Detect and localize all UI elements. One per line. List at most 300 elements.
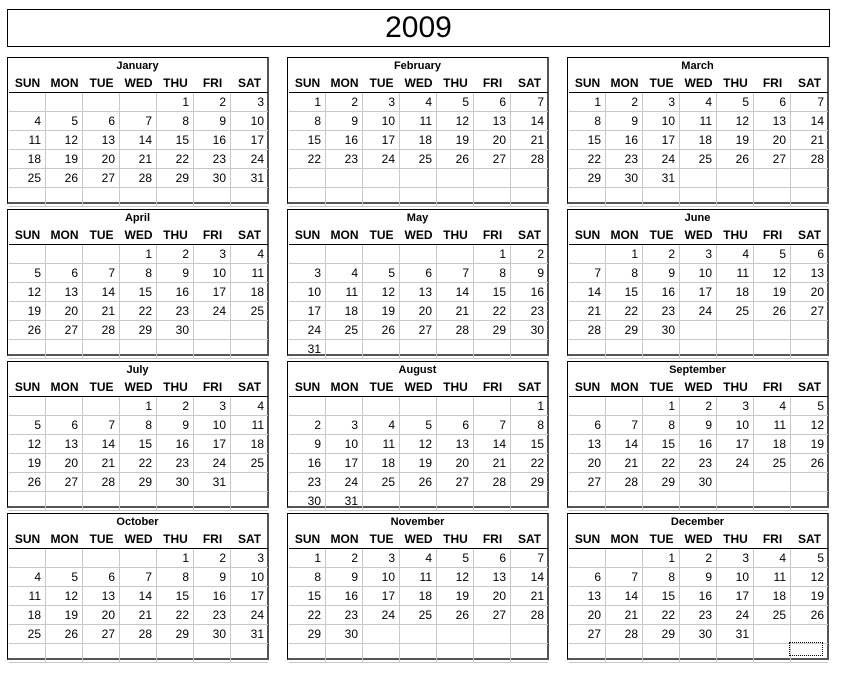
day-cell[interactable]: 1 bbox=[289, 93, 326, 112]
day-cell[interactable]: 20 bbox=[791, 283, 828, 302]
empty-cell[interactable] bbox=[437, 169, 474, 188]
empty-cell[interactable] bbox=[363, 625, 400, 644]
day-cell[interactable]: 25 bbox=[9, 169, 46, 188]
day-cell[interactable]: 4 bbox=[717, 245, 754, 264]
day-cell[interactable]: 25 bbox=[9, 625, 46, 644]
day-cell[interactable]: 28 bbox=[83, 473, 120, 492]
day-cell[interactable]: 18 bbox=[231, 435, 268, 454]
day-cell[interactable]: 15 bbox=[474, 283, 511, 302]
day-cell[interactable]: 25 bbox=[400, 150, 437, 169]
day-cell[interactable]: 21 bbox=[791, 131, 828, 150]
empty-cell[interactable] bbox=[231, 492, 268, 511]
day-cell[interactable]: 14 bbox=[606, 435, 643, 454]
day-cell[interactable]: 12 bbox=[791, 568, 828, 587]
day-cell[interactable]: 6 bbox=[400, 264, 437, 283]
day-cell[interactable]: 29 bbox=[120, 321, 157, 340]
empty-cell[interactable] bbox=[120, 93, 157, 112]
day-cell[interactable]: 21 bbox=[606, 454, 643, 473]
day-cell[interactable]: 7 bbox=[83, 416, 120, 435]
day-cell[interactable]: 7 bbox=[120, 568, 157, 587]
day-cell[interactable]: 3 bbox=[194, 245, 231, 264]
empty-cell[interactable] bbox=[83, 340, 120, 359]
day-cell[interactable]: 13 bbox=[46, 435, 83, 454]
day-cell[interactable]: 21 bbox=[437, 302, 474, 321]
day-cell[interactable]: 10 bbox=[231, 112, 268, 131]
day-cell[interactable]: 24 bbox=[231, 606, 268, 625]
empty-cell[interactable] bbox=[437, 397, 474, 416]
day-cell[interactable]: 23 bbox=[680, 606, 717, 625]
day-cell[interactable]: 12 bbox=[400, 435, 437, 454]
day-cell[interactable]: 6 bbox=[83, 112, 120, 131]
day-cell[interactable]: 6 bbox=[46, 416, 83, 435]
day-cell[interactable]: 8 bbox=[511, 416, 548, 435]
day-cell[interactable]: 13 bbox=[474, 112, 511, 131]
day-cell[interactable]: 4 bbox=[400, 93, 437, 112]
empty-cell[interactable] bbox=[289, 188, 326, 207]
day-cell[interactable]: 26 bbox=[9, 321, 46, 340]
day-cell[interactable]: 12 bbox=[791, 416, 828, 435]
day-cell[interactable]: 11 bbox=[231, 416, 268, 435]
day-cell[interactable]: 27 bbox=[46, 321, 83, 340]
day-cell[interactable]: 9 bbox=[680, 568, 717, 587]
empty-cell[interactable] bbox=[194, 340, 231, 359]
day-cell[interactable]: 12 bbox=[754, 264, 791, 283]
day-cell[interactable]: 18 bbox=[400, 131, 437, 150]
empty-cell[interactable] bbox=[791, 473, 828, 492]
empty-cell[interactable] bbox=[717, 321, 754, 340]
day-cell[interactable]: 1 bbox=[120, 245, 157, 264]
day-cell[interactable]: 15 bbox=[120, 283, 157, 302]
empty-cell[interactable] bbox=[754, 625, 791, 644]
empty-cell[interactable] bbox=[474, 188, 511, 207]
day-cell[interactable]: 24 bbox=[643, 150, 680, 169]
empty-cell[interactable] bbox=[400, 644, 437, 663]
day-cell[interactable]: 19 bbox=[9, 454, 46, 473]
day-cell[interactable]: 8 bbox=[606, 264, 643, 283]
empty-cell[interactable] bbox=[46, 188, 83, 207]
day-cell[interactable]: 8 bbox=[474, 264, 511, 283]
day-cell[interactable]: 15 bbox=[511, 435, 548, 454]
day-cell[interactable]: 16 bbox=[194, 587, 231, 606]
day-cell[interactable]: 7 bbox=[606, 568, 643, 587]
day-cell[interactable]: 28 bbox=[606, 625, 643, 644]
empty-cell[interactable] bbox=[9, 492, 46, 511]
day-cell[interactable]: 9 bbox=[680, 416, 717, 435]
day-cell[interactable]: 3 bbox=[231, 549, 268, 568]
day-cell[interactable]: 8 bbox=[157, 568, 194, 587]
day-cell[interactable]: 28 bbox=[120, 169, 157, 188]
empty-cell[interactable] bbox=[643, 188, 680, 207]
day-cell[interactable]: 8 bbox=[120, 416, 157, 435]
empty-cell[interactable] bbox=[791, 321, 828, 340]
day-cell[interactable]: 9 bbox=[511, 264, 548, 283]
empty-cell[interactable] bbox=[437, 492, 474, 511]
empty-cell[interactable] bbox=[326, 188, 363, 207]
day-cell[interactable]: 25 bbox=[754, 454, 791, 473]
day-cell[interactable]: 16 bbox=[289, 454, 326, 473]
day-cell[interactable]: 11 bbox=[9, 587, 46, 606]
day-cell[interactable]: 2 bbox=[680, 397, 717, 416]
day-cell[interactable]: 21 bbox=[83, 302, 120, 321]
day-cell[interactable]: 12 bbox=[363, 283, 400, 302]
day-cell[interactable]: 6 bbox=[791, 245, 828, 264]
day-cell[interactable]: 12 bbox=[717, 112, 754, 131]
day-cell[interactable]: 14 bbox=[511, 568, 548, 587]
day-cell[interactable]: 31 bbox=[326, 492, 363, 511]
day-cell[interactable]: 24 bbox=[680, 302, 717, 321]
empty-cell[interactable] bbox=[606, 549, 643, 568]
empty-cell[interactable] bbox=[754, 492, 791, 511]
day-cell[interactable]: 23 bbox=[194, 606, 231, 625]
day-cell[interactable]: 16 bbox=[643, 283, 680, 302]
empty-cell[interactable] bbox=[9, 549, 46, 568]
day-cell[interactable]: 22 bbox=[157, 606, 194, 625]
day-cell[interactable]: 23 bbox=[606, 150, 643, 169]
day-cell[interactable]: 20 bbox=[569, 606, 606, 625]
empty-cell[interactable] bbox=[326, 169, 363, 188]
day-cell[interactable]: 1 bbox=[289, 549, 326, 568]
day-cell[interactable]: 30 bbox=[194, 625, 231, 644]
day-cell[interactable]: 8 bbox=[289, 112, 326, 131]
day-cell[interactable]: 24 bbox=[363, 606, 400, 625]
day-cell[interactable]: 13 bbox=[754, 112, 791, 131]
day-cell[interactable]: 19 bbox=[754, 283, 791, 302]
day-cell[interactable]: 30 bbox=[157, 321, 194, 340]
day-cell[interactable]: 18 bbox=[717, 283, 754, 302]
empty-cell[interactable] bbox=[46, 245, 83, 264]
day-cell[interactable]: 10 bbox=[363, 112, 400, 131]
day-cell[interactable]: 31 bbox=[231, 625, 268, 644]
day-cell[interactable]: 13 bbox=[83, 131, 120, 150]
empty-cell[interactable] bbox=[606, 340, 643, 359]
day-cell[interactable]: 12 bbox=[46, 131, 83, 150]
day-cell[interactable]: 24 bbox=[717, 454, 754, 473]
day-cell[interactable]: 13 bbox=[791, 264, 828, 283]
day-cell[interactable]: 21 bbox=[474, 454, 511, 473]
day-cell[interactable]: 8 bbox=[289, 568, 326, 587]
day-cell[interactable]: 25 bbox=[754, 606, 791, 625]
day-cell[interactable]: 8 bbox=[157, 112, 194, 131]
day-cell[interactable]: 26 bbox=[46, 169, 83, 188]
day-cell[interactable]: 9 bbox=[289, 435, 326, 454]
day-cell[interactable]: 11 bbox=[231, 264, 268, 283]
day-cell[interactable]: 15 bbox=[569, 131, 606, 150]
day-cell[interactable]: 7 bbox=[120, 112, 157, 131]
day-cell[interactable]: 29 bbox=[643, 625, 680, 644]
day-cell[interactable]: 3 bbox=[231, 93, 268, 112]
empty-cell[interactable] bbox=[474, 644, 511, 663]
day-cell[interactable]: 21 bbox=[511, 587, 548, 606]
empty-cell[interactable] bbox=[363, 340, 400, 359]
empty-cell[interactable] bbox=[511, 169, 548, 188]
day-cell[interactable]: 16 bbox=[680, 587, 717, 606]
empty-cell[interactable] bbox=[754, 473, 791, 492]
day-cell[interactable]: 17 bbox=[289, 302, 326, 321]
day-cell[interactable]: 7 bbox=[511, 549, 548, 568]
day-cell[interactable]: 5 bbox=[46, 112, 83, 131]
day-cell[interactable]: 22 bbox=[289, 606, 326, 625]
day-cell[interactable]: 22 bbox=[474, 302, 511, 321]
day-cell[interactable]: 27 bbox=[437, 473, 474, 492]
empty-cell[interactable] bbox=[83, 549, 120, 568]
empty-cell[interactable] bbox=[400, 188, 437, 207]
empty-cell[interactable] bbox=[83, 188, 120, 207]
day-cell[interactable]: 6 bbox=[83, 568, 120, 587]
empty-cell[interactable] bbox=[717, 169, 754, 188]
day-cell[interactable]: 4 bbox=[363, 416, 400, 435]
empty-cell[interactable] bbox=[120, 492, 157, 511]
empty-cell[interactable] bbox=[231, 644, 268, 663]
empty-cell[interactable] bbox=[791, 492, 828, 511]
day-cell[interactable]: 10 bbox=[717, 416, 754, 435]
day-cell[interactable]: 26 bbox=[46, 625, 83, 644]
day-cell[interactable]: 9 bbox=[606, 112, 643, 131]
day-cell[interactable]: 22 bbox=[120, 302, 157, 321]
day-cell[interactable]: 22 bbox=[643, 454, 680, 473]
empty-cell[interactable] bbox=[9, 340, 46, 359]
day-cell[interactable]: 1 bbox=[643, 397, 680, 416]
day-cell[interactable]: 22 bbox=[511, 454, 548, 473]
empty-cell[interactable] bbox=[511, 340, 548, 359]
day-cell[interactable]: 14 bbox=[569, 283, 606, 302]
day-cell[interactable]: 5 bbox=[9, 264, 46, 283]
empty-cell[interactable] bbox=[680, 169, 717, 188]
empty-cell[interactable] bbox=[400, 625, 437, 644]
empty-cell[interactable] bbox=[717, 644, 754, 663]
day-cell[interactable]: 5 bbox=[791, 549, 828, 568]
day-cell[interactable]: 2 bbox=[157, 397, 194, 416]
day-cell[interactable]: 25 bbox=[363, 473, 400, 492]
day-cell[interactable]: 2 bbox=[643, 245, 680, 264]
day-cell[interactable]: 21 bbox=[511, 131, 548, 150]
day-cell[interactable]: 20 bbox=[46, 454, 83, 473]
day-cell[interactable]: 18 bbox=[9, 150, 46, 169]
empty-cell[interactable] bbox=[231, 473, 268, 492]
day-cell[interactable]: 28 bbox=[606, 473, 643, 492]
day-cell[interactable]: 24 bbox=[363, 150, 400, 169]
day-cell[interactable]: 23 bbox=[157, 302, 194, 321]
day-cell[interactable]: 5 bbox=[46, 568, 83, 587]
day-cell[interactable]: 30 bbox=[680, 473, 717, 492]
empty-cell[interactable] bbox=[46, 340, 83, 359]
empty-cell[interactable] bbox=[46, 549, 83, 568]
day-cell[interactable]: 31 bbox=[289, 340, 326, 359]
day-cell[interactable]: 2 bbox=[157, 245, 194, 264]
empty-cell[interactable] bbox=[363, 245, 400, 264]
empty-cell[interactable] bbox=[157, 492, 194, 511]
empty-cell[interactable] bbox=[511, 188, 548, 207]
day-cell[interactable]: 21 bbox=[120, 150, 157, 169]
empty-cell[interactable] bbox=[437, 188, 474, 207]
day-cell[interactable]: 17 bbox=[231, 587, 268, 606]
day-cell[interactable]: 29 bbox=[157, 169, 194, 188]
empty-cell[interactable] bbox=[569, 549, 606, 568]
day-cell[interactable]: 7 bbox=[569, 264, 606, 283]
day-cell[interactable]: 10 bbox=[643, 112, 680, 131]
selected-cell-outline[interactable] bbox=[789, 642, 823, 656]
empty-cell[interactable] bbox=[569, 340, 606, 359]
empty-cell[interactable] bbox=[569, 397, 606, 416]
day-cell[interactable]: 6 bbox=[437, 416, 474, 435]
day-cell[interactable]: 30 bbox=[289, 492, 326, 511]
day-cell[interactable]: 1 bbox=[120, 397, 157, 416]
day-cell[interactable]: 6 bbox=[569, 416, 606, 435]
day-cell[interactable]: 10 bbox=[680, 264, 717, 283]
day-cell[interactable]: 11 bbox=[754, 416, 791, 435]
day-cell[interactable]: 23 bbox=[157, 454, 194, 473]
day-cell[interactable]: 3 bbox=[717, 549, 754, 568]
day-cell[interactable]: 2 bbox=[326, 93, 363, 112]
empty-cell[interactable] bbox=[474, 397, 511, 416]
empty-cell[interactable] bbox=[754, 188, 791, 207]
day-cell[interactable]: 2 bbox=[289, 416, 326, 435]
empty-cell[interactable] bbox=[326, 245, 363, 264]
day-cell[interactable]: 3 bbox=[680, 245, 717, 264]
day-cell[interactable]: 15 bbox=[120, 435, 157, 454]
day-cell[interactable]: 7 bbox=[474, 416, 511, 435]
day-cell[interactable]: 3 bbox=[717, 397, 754, 416]
day-cell[interactable]: 6 bbox=[569, 568, 606, 587]
empty-cell[interactable] bbox=[754, 340, 791, 359]
day-cell[interactable]: 14 bbox=[474, 435, 511, 454]
day-cell[interactable]: 11 bbox=[363, 435, 400, 454]
empty-cell[interactable] bbox=[157, 340, 194, 359]
empty-cell[interactable] bbox=[511, 644, 548, 663]
empty-cell[interactable] bbox=[569, 492, 606, 511]
day-cell[interactable]: 22 bbox=[606, 302, 643, 321]
day-cell[interactable]: 20 bbox=[83, 606, 120, 625]
empty-cell[interactable] bbox=[474, 340, 511, 359]
day-cell[interactable]: 26 bbox=[9, 473, 46, 492]
day-cell[interactable]: 8 bbox=[643, 416, 680, 435]
day-cell[interactable]: 4 bbox=[231, 245, 268, 264]
day-cell[interactable]: 16 bbox=[157, 435, 194, 454]
day-cell[interactable]: 28 bbox=[791, 150, 828, 169]
day-cell[interactable]: 15 bbox=[289, 587, 326, 606]
day-cell[interactable]: 24 bbox=[231, 150, 268, 169]
day-cell[interactable]: 16 bbox=[326, 131, 363, 150]
day-cell[interactable]: 19 bbox=[437, 131, 474, 150]
empty-cell[interactable] bbox=[326, 397, 363, 416]
day-cell[interactable]: 7 bbox=[437, 264, 474, 283]
empty-cell[interactable] bbox=[289, 644, 326, 663]
day-cell[interactable]: 26 bbox=[437, 606, 474, 625]
empty-cell[interactable] bbox=[606, 492, 643, 511]
day-cell[interactable]: 18 bbox=[754, 435, 791, 454]
day-cell[interactable]: 13 bbox=[569, 587, 606, 606]
day-cell[interactable]: 5 bbox=[9, 416, 46, 435]
day-cell[interactable]: 19 bbox=[791, 587, 828, 606]
day-cell[interactable]: 28 bbox=[511, 606, 548, 625]
day-cell[interactable]: 25 bbox=[680, 150, 717, 169]
empty-cell[interactable] bbox=[83, 397, 120, 416]
day-cell[interactable]: 7 bbox=[606, 416, 643, 435]
day-cell[interactable]: 19 bbox=[437, 587, 474, 606]
empty-cell[interactable] bbox=[83, 492, 120, 511]
day-cell[interactable]: 8 bbox=[643, 568, 680, 587]
day-cell[interactable]: 4 bbox=[400, 549, 437, 568]
day-cell[interactable]: 28 bbox=[83, 321, 120, 340]
empty-cell[interactable] bbox=[400, 340, 437, 359]
empty-cell[interactable] bbox=[46, 492, 83, 511]
empty-cell[interactable] bbox=[326, 340, 363, 359]
empty-cell[interactable] bbox=[511, 492, 548, 511]
empty-cell[interactable] bbox=[9, 245, 46, 264]
day-cell[interactable]: 19 bbox=[9, 302, 46, 321]
day-cell[interactable]: 1 bbox=[643, 549, 680, 568]
empty-cell[interactable] bbox=[569, 245, 606, 264]
empty-cell[interactable] bbox=[680, 340, 717, 359]
day-cell[interactable]: 4 bbox=[9, 568, 46, 587]
empty-cell[interactable] bbox=[326, 644, 363, 663]
day-cell[interactable]: 29 bbox=[511, 473, 548, 492]
day-cell[interactable]: 2 bbox=[326, 549, 363, 568]
day-cell[interactable]: 27 bbox=[400, 321, 437, 340]
empty-cell[interactable] bbox=[606, 188, 643, 207]
day-cell[interactable]: 9 bbox=[194, 112, 231, 131]
day-cell[interactable]: 29 bbox=[606, 321, 643, 340]
day-cell[interactable]: 27 bbox=[569, 473, 606, 492]
day-cell[interactable]: 1 bbox=[569, 93, 606, 112]
day-cell[interactable]: 18 bbox=[680, 131, 717, 150]
day-cell[interactable]: 28 bbox=[437, 321, 474, 340]
empty-cell[interactable] bbox=[606, 644, 643, 663]
empty-cell[interactable] bbox=[120, 644, 157, 663]
empty-cell[interactable] bbox=[157, 188, 194, 207]
empty-cell[interactable] bbox=[231, 188, 268, 207]
day-cell[interactable]: 22 bbox=[569, 150, 606, 169]
day-cell[interactable]: 30 bbox=[157, 473, 194, 492]
empty-cell[interactable] bbox=[437, 644, 474, 663]
day-cell[interactable]: 19 bbox=[363, 302, 400, 321]
day-cell[interactable]: 11 bbox=[9, 131, 46, 150]
day-cell[interactable]: 13 bbox=[474, 568, 511, 587]
day-cell[interactable]: 18 bbox=[363, 454, 400, 473]
empty-cell[interactable] bbox=[157, 644, 194, 663]
day-cell[interactable]: 24 bbox=[717, 606, 754, 625]
day-cell[interactable]: 5 bbox=[717, 93, 754, 112]
day-cell[interactable]: 1 bbox=[474, 245, 511, 264]
day-cell[interactable]: 30 bbox=[643, 321, 680, 340]
day-cell[interactable]: 22 bbox=[120, 454, 157, 473]
day-cell[interactable]: 20 bbox=[46, 302, 83, 321]
day-cell[interactable]: 11 bbox=[400, 568, 437, 587]
day-cell[interactable]: 23 bbox=[194, 150, 231, 169]
empty-cell[interactable] bbox=[289, 245, 326, 264]
day-cell[interactable]: 29 bbox=[474, 321, 511, 340]
empty-cell[interactable] bbox=[83, 644, 120, 663]
day-cell[interactable]: 11 bbox=[326, 283, 363, 302]
empty-cell[interactable] bbox=[754, 169, 791, 188]
empty-cell[interactable] bbox=[569, 644, 606, 663]
day-cell[interactable]: 25 bbox=[326, 321, 363, 340]
day-cell[interactable]: 14 bbox=[791, 112, 828, 131]
empty-cell[interactable] bbox=[9, 644, 46, 663]
day-cell[interactable]: 17 bbox=[717, 435, 754, 454]
empty-cell[interactable] bbox=[437, 340, 474, 359]
day-cell[interactable]: 2 bbox=[511, 245, 548, 264]
day-cell[interactable]: 27 bbox=[83, 625, 120, 644]
day-cell[interactable]: 17 bbox=[194, 435, 231, 454]
day-cell[interactable]: 14 bbox=[120, 131, 157, 150]
empty-cell[interactable] bbox=[46, 93, 83, 112]
day-cell[interactable]: 25 bbox=[717, 302, 754, 321]
day-cell[interactable]: 24 bbox=[326, 473, 363, 492]
empty-cell[interactable] bbox=[9, 188, 46, 207]
empty-cell[interactable] bbox=[791, 188, 828, 207]
day-cell[interactable]: 4 bbox=[754, 397, 791, 416]
day-cell[interactable]: 3 bbox=[289, 264, 326, 283]
